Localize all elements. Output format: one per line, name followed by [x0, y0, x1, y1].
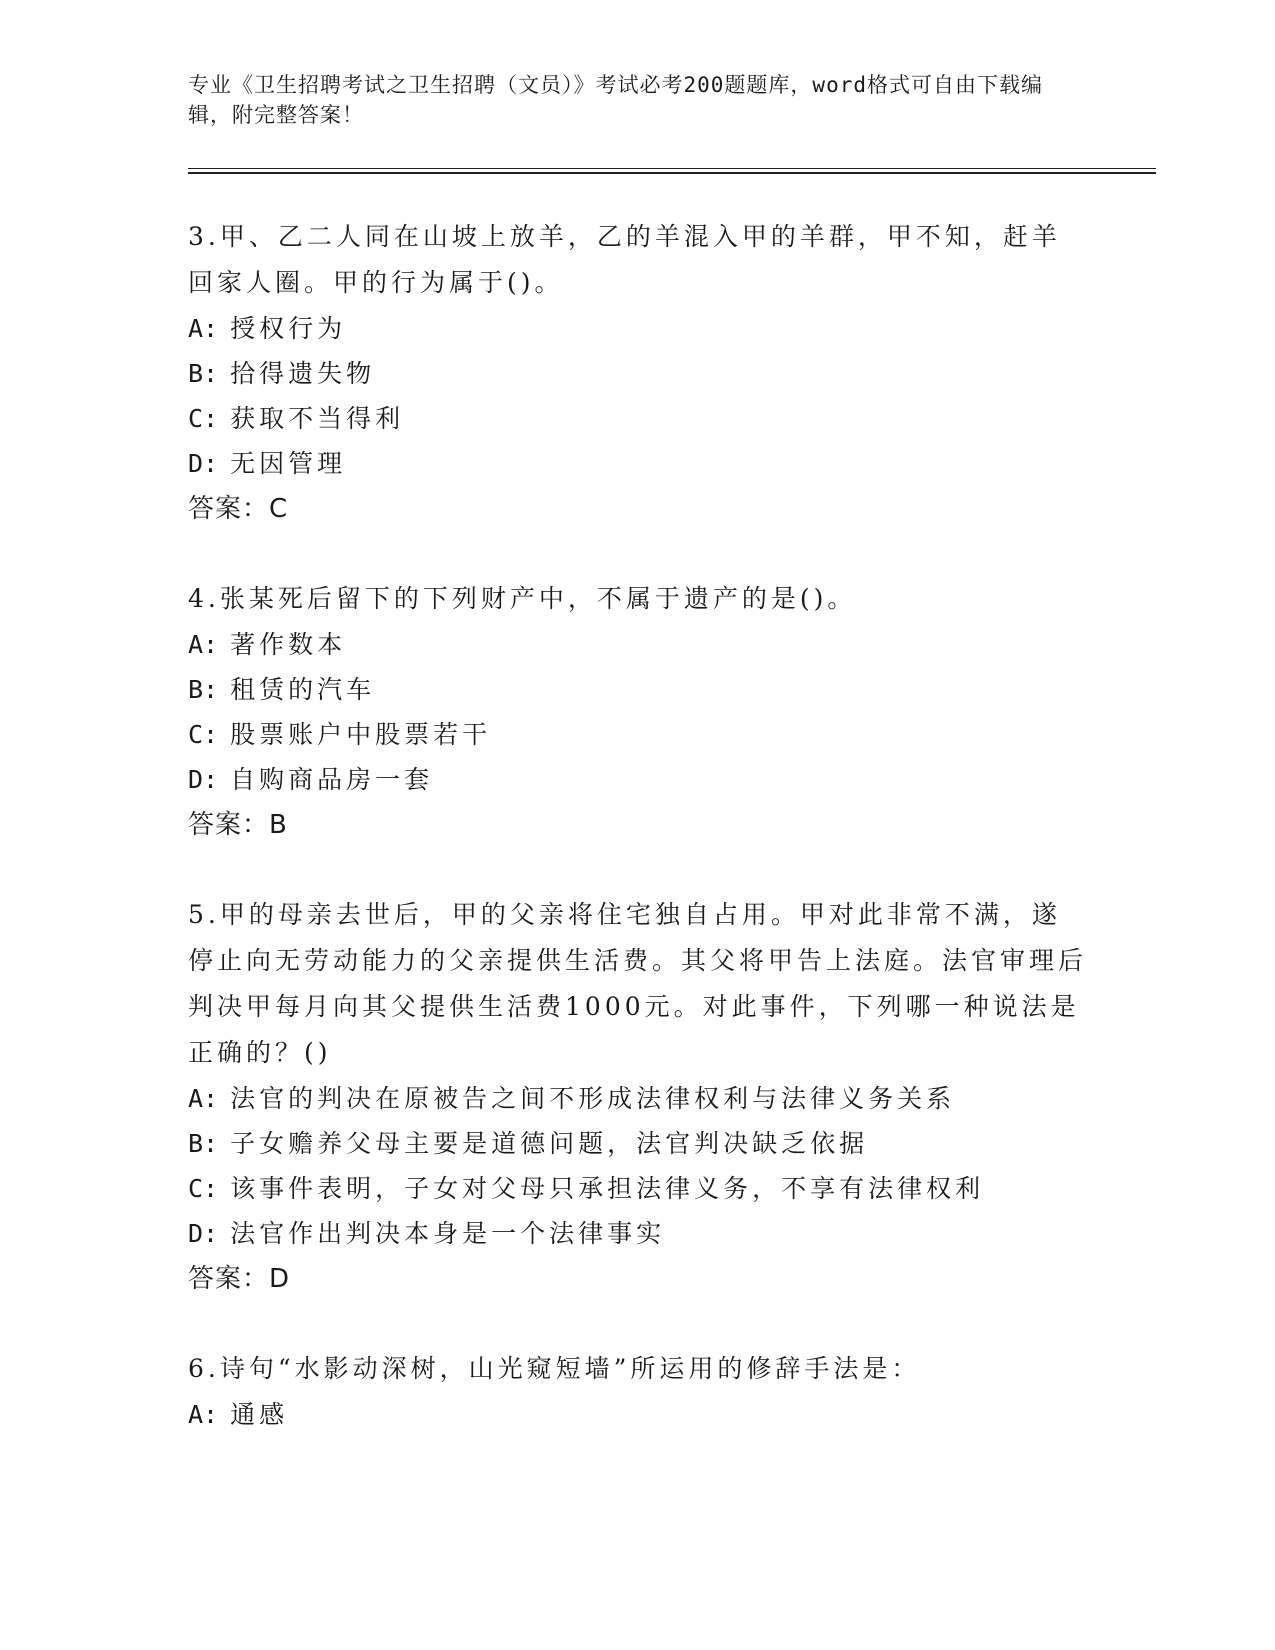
- option-key: A:: [188, 1400, 219, 1429]
- option-key: B:: [188, 675, 219, 704]
- question-stem: 5.甲的母亲去世后，甲的父亲将住宅独自占用。甲对此非常不满，遂停止向无劳动能力的父亲提供生活费。其父将甲告上法庭。法官审理后判决甲每月向其父提供生活费1000元。对此事件，下列哪一种说法是正确的？(): [188, 900, 1088, 1067]
- answer-line: 答案：D: [188, 1264, 291, 1294]
- answer-line: 答案：C: [188, 494, 289, 524]
- option-text: 通感: [230, 1400, 289, 1429]
- question-5: [188, 892, 1148, 1302]
- option-b: [188, 351, 1148, 396]
- option-key: C:: [188, 404, 219, 433]
- option-a: [188, 1392, 1148, 1437]
- option-text: 子女赡养父母主要是道德问题，法官判决缺乏依据: [230, 1129, 869, 1158]
- option-key: D:: [188, 449, 219, 478]
- option-b: [188, 667, 1148, 712]
- option-d: [188, 441, 1148, 486]
- document-page: [188, 70, 1148, 1481]
- option-a: [188, 622, 1148, 667]
- option-text: 股票账户中股票若干: [230, 720, 492, 749]
- option-key: B:: [188, 359, 219, 388]
- question-3: [188, 214, 1148, 532]
- option-text: 租赁的汽车: [230, 675, 376, 704]
- option-key: C:: [188, 1174, 219, 1203]
- option-key: D:: [188, 765, 219, 794]
- header-divider: [188, 168, 1156, 174]
- option-a: [188, 1076, 1148, 1121]
- option-key: A:: [188, 630, 219, 659]
- question-stem: 6.诗句“水影动深树，山光窥短墙”所运用的修辞手法是：: [188, 1354, 921, 1383]
- option-key: B:: [188, 1129, 219, 1158]
- question-stem: 4.张某死后留下的下列财产中，不属于遗产的是()。: [188, 584, 857, 613]
- question-stem: 3.甲、乙二人同在山坡上放羊，乙的羊混入甲的羊群，甲不知，赶羊回家人圈。甲的行为属于()。: [188, 222, 1061, 297]
- option-d: [188, 757, 1148, 802]
- option-text: 自购商品房一套: [230, 765, 434, 794]
- option-key: A:: [188, 1084, 219, 1113]
- option-text: 该事件表明，子女对父母只承担法律义务，不享有法律权利: [230, 1174, 985, 1203]
- option-d: [188, 1211, 1148, 1256]
- option-key: A:: [188, 314, 219, 343]
- option-text: 无因管理: [230, 449, 347, 478]
- option-a: [188, 306, 1148, 351]
- option-c: [188, 1166, 1148, 1211]
- option-text: 法官的判决在原被告之间不形成法律权利与法律义务关系: [230, 1084, 956, 1113]
- option-key: C:: [188, 720, 219, 749]
- option-key: D:: [188, 1219, 219, 1248]
- option-text: 著作数本: [230, 630, 347, 659]
- answer-line: 答案：B: [188, 810, 288, 840]
- document-header: 专业《卫生招聘考试之卫生招聘（文员）》考试必考200题题库，word格式可自由下载编辑，附完整答案！: [188, 73, 1043, 127]
- question-6: [188, 1346, 1148, 1437]
- option-b: [188, 1121, 1148, 1166]
- option-c: [188, 396, 1148, 441]
- option-c: [188, 712, 1148, 757]
- option-text: 获取不当得利: [230, 404, 405, 433]
- question-list: [188, 214, 1148, 1437]
- option-text: 授权行为: [230, 314, 347, 343]
- option-text: 法官作出判决本身是一个法律事实: [230, 1219, 666, 1248]
- question-4: [188, 576, 1148, 848]
- option-text: 拾得遗失物: [230, 359, 376, 388]
